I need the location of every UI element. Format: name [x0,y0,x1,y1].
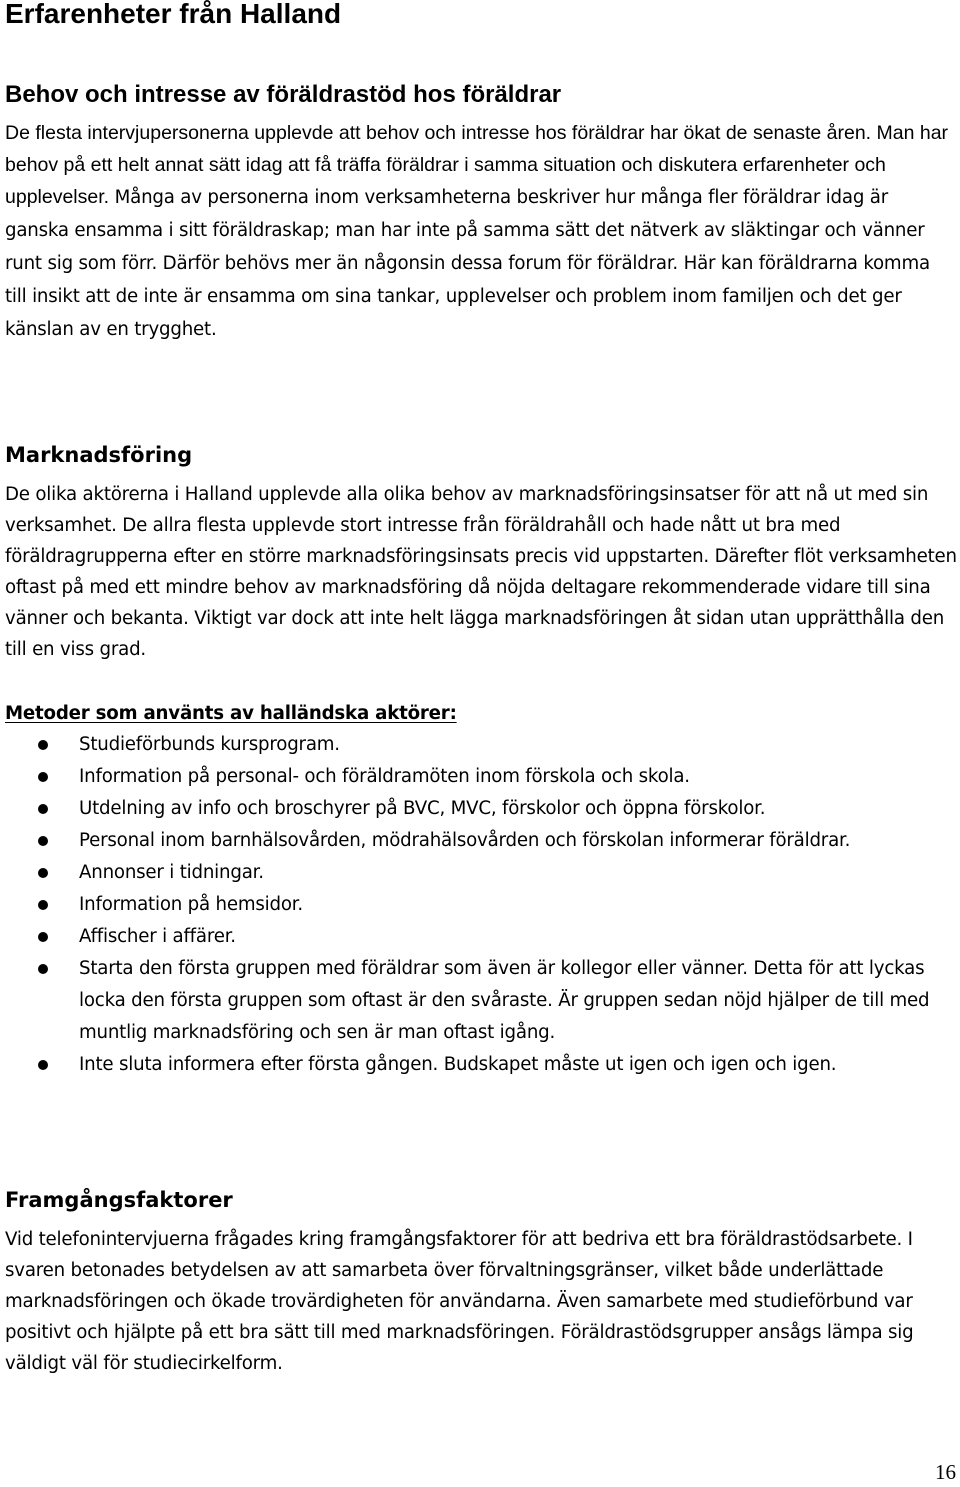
list-item-text: Inte sluta informera efter första gången. Budskapet måste ut igen och igen och igen. [79,1054,837,1075]
bullet-icon [38,740,48,750]
section-heading-marketing: Marknadsföring [5,443,193,467]
section-paragraph-success: Vid telefonintervjuerna frågades kring framgångsfaktorer för att bedriva ett bra föräldrastödsarbete. I svaren betonades betydelsen av att samarbeta över förvaltningsgränser, vilket både underlättade marknadsföringen och ökade trovärdigheten för användarna. Även samarbete med studieförbund var positivt och hjälpte på ett bra sätt till med marknadsföringen. Föräldrastödsgrupper ansågs lämpa sig väldigt väl för studiecirkelform. [5,1229,914,1374]
bullet-icon [38,868,48,878]
list-item-text: Information på personal- och föräldramöten inom förskola och skola. [79,766,690,787]
list-item [0,729,949,761]
paragraph-lead: De flesta intervjupersonerna upplevde att behov och intresse hos föräldrar har ökat de senaste åren. Man har behov på ett helt annat sätt idag att få träffa föräldrar i samma situation och diskutera erfarenheter och upplevelser. [5,122,949,208]
bullet-icon [38,836,48,846]
list-item-text: Annonser i tidningar. [79,862,264,883]
list-item [0,825,949,857]
bullet-icon [38,964,48,974]
section-heading-success: Framgångsfaktorer [5,1188,233,1212]
section-paragraph-need [5,117,955,346]
list-item-text: Personal inom barnhälsovården, mödrahälsovården och förskolan informerar föräldrar. [79,830,851,851]
list-item-text: Starta den första gruppen med föräldrar som även är kollegor eller vänner. Detta för att lyckas locka den första gruppen som oftast är den svåraste. Är gruppen sedan nöjd hjälper de till med muntlig marknadsföring och sen är man oftast igång. [79,958,930,1043]
methods-heading: Metoder som använts av halländska aktörer: [5,703,457,724]
list-item [0,1049,949,1081]
list-item-text: Utdelning av info och broschyrer på BVC, MVC, förskolor och öppna förskolor. [79,798,766,819]
list-item-text: Studieförbunds kursprogram. [79,734,340,755]
page-number: 16 [935,1460,956,1484]
section-paragraph-marketing: De olika aktörerna i Halland upplevde alla olika behov av marknadsföringsinsatser för att nå ut med sin verksamhet. De allra flesta upplevde stort intresse från föräldrahåll och hade nått ut bra med föräldragrupperna efter en större marknadsföringsinsats precis vid uppstarten. Därefter flöt verksamheten oftast på med ett mindre behov av marknadsföring då nöjda deltagare rekommenderade vidare till sina vänner och bekanta. Viktigt var dock att inte helt lägga marknadsföringen åt sidan utan upprätthålla den till en viss grad. [5,484,957,660]
list-item [0,889,949,921]
section-heading-need: Behov och intresse av föräldrastöd hos föräldrar [5,81,562,108]
list-item [0,793,949,825]
page-title: Erfarenheter från Halland [5,0,342,29]
paragraph-rest: Många av personerna inom verksamheterna beskriver hur många fler föräldrar idag är ganska ensamma i sitt föräldraskap; man har inte på samma sätt det nätverk av släktingar och vänner runt sig som förr. Därför behövs mer än någonsin dessa forum för föräldrar. Här kan föräldrarna komma till insikt att de inte är ensamma om sina tankar, upplevelser och problem inom familjen och det ger känslan av en trygghet. [5,187,930,340]
bullet-icon [38,1060,48,1070]
list-item-text: Information på hemsidor. [79,894,303,915]
bullet-icon [38,900,48,910]
bullet-icon [38,932,48,942]
methods-list [0,729,960,1081]
bullet-icon [38,804,48,814]
list-item [0,761,949,793]
list-item [0,921,949,953]
bullet-icon [38,772,48,782]
list-item-text: Affischer i affärer. [79,926,236,947]
list-item [0,857,949,889]
list-item [0,953,949,1049]
